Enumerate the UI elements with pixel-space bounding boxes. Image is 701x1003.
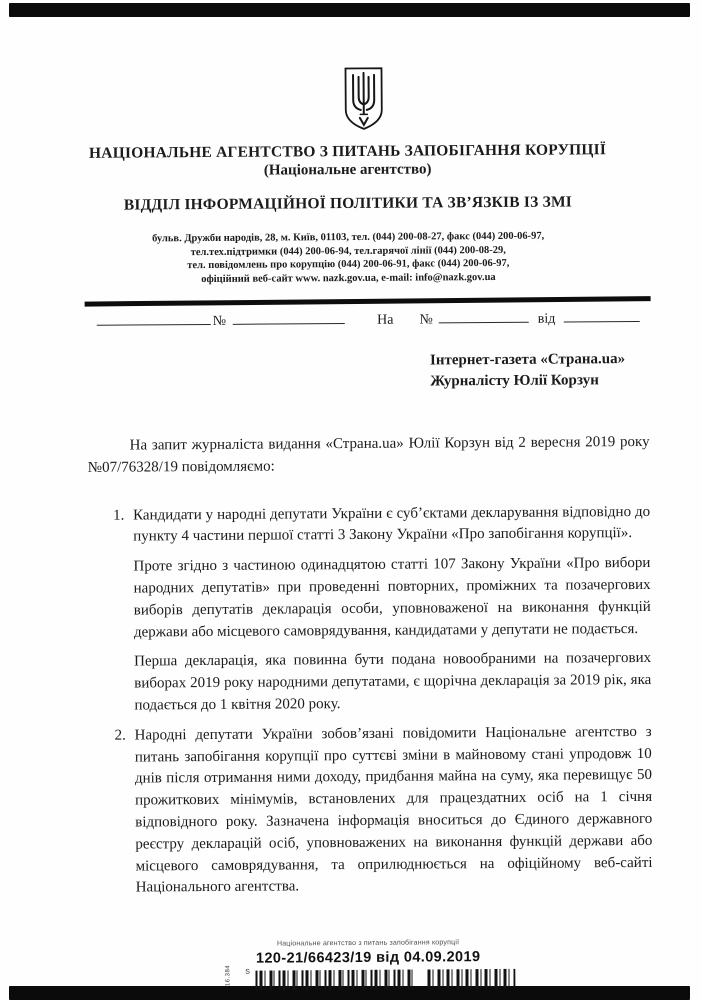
letter-body — [88, 432, 653, 908]
incoming-number-blank — [439, 309, 529, 324]
addressee-block — [430, 349, 670, 393]
letterhead-divider — [85, 296, 651, 306]
barcode-row — [203, 964, 533, 991]
numbered-item-1 — [88, 502, 651, 718]
item-paragraph: Проте згідно з частиною одинадцятою статті 107 Закону України «Про вибори народних депутатів» при проведенні повторних, проміжних та позачергових виборів депутатів декларація особи, уповноваженої на виконання функцій держави або місцевого самоврядування, кандидатами у депутати не подається. — [133, 555, 651, 641]
barcode-prefix: S — [245, 968, 250, 976]
org-short-name: (Національне агентство) — [263, 161, 432, 179]
date-blank-line — [97, 311, 211, 326]
numbered-item-2 — [90, 722, 653, 900]
na-label: На — [377, 312, 394, 328]
org-name-title: НАЦІОНАЛЬНЕ АГЕНТСТВО З ПИТАНЬ ЗАПОБІГАННЯ КОРУПЦІЇ — [88, 141, 607, 162]
ukraine-trident-icon — [341, 66, 386, 132]
addressee-person: Журналісту Юлії Корзун — [430, 372, 599, 390]
intro-paragraph: На запит журналіста видання «Страна.ua» Юлії Корзун від 2 вересня 2019 року №07/76328/19 повідомляємо: — [87, 433, 650, 476]
vid-label: від — [537, 311, 556, 327]
item-paragraph: Кандидати у народні депутати України є суб’єктами декларування відповідно до пункту 4 частини першої статті 3 Закону України «Про запобігання корупції». — [133, 503, 651, 545]
incoming-date-blank — [563, 308, 639, 323]
number-sign-label: № — [212, 313, 227, 329]
item-paragraph: Народні депутати України зобов’язані повідомити Національне агентство з питань запобігання корупції про суттєві зміни в майновому стані упродовж 10 днів після отримання ними доходу, придбання майна на суму, яка перевищує 50 прожиткових мінімумів, встановлених для працездатних осіб на 1 січня відповідного року. Зазначена інформація вноситься до Єдиного державного реєстру декларацій осіб, уповноважених на виконання функцій держави або місцевого самоврядування, та оприлюднюється на офіційному веб-сайті Національного агентства. — [134, 723, 653, 896]
item-paragraph: Перша декларація, яка повинна бути подана новообраними на позачергових виборах 2019 року народними депутатами, є щорічна декларація за 2019 рік, яка подається до 1 квітня 2020 року. — [134, 650, 652, 714]
barcode-icon — [427, 969, 515, 990]
item-number: 2. — [114, 727, 126, 744]
address-line: офіційний веб-сайт www. nazk.gov.ua, e-mail: info@nazk.gov.ua — [201, 271, 496, 285]
number-sign-label: № — [419, 312, 433, 328]
department-title: ВІДДІЛ ІНФОРМАЦІЙНОЇ ПОЛІТИКИ ТА ЗВ’ЯЗКІВ ІЗ ЗМІ — [123, 193, 573, 214]
org-address-block — [58, 229, 638, 287]
address-line: тел.тех.підтримки (044) 200-06-94, тел.гарячої лінії (044) 200-08-29, — [190, 244, 506, 258]
address-line: бульв. Дружби народів, 28, м. Київ, 01103, тел. (044) 200-08-27, факс (044) 200-06-97, — [152, 230, 545, 245]
address-line: тел. повідомлень про корупцію (044) 200-06-91, факс (044) 200-06-97, — [187, 257, 510, 272]
registration-stamp — [203, 939, 533, 991]
barcode-icon — [255, 970, 415, 991]
outgoing-number-blank — [233, 310, 345, 325]
stamp-org-name: Національне агентство з питань запобігання корупції — [276, 939, 460, 948]
stamp-side-note: 16.384 — [225, 964, 232, 987]
item-number: 1. — [113, 507, 125, 524]
reference-number-row — [97, 308, 657, 331]
registration-number: 120-21/66423/19 від 04.09.2019 — [255, 949, 481, 967]
addressee-organization: Інтернет-газета «Страна.ua» — [429, 351, 626, 369]
